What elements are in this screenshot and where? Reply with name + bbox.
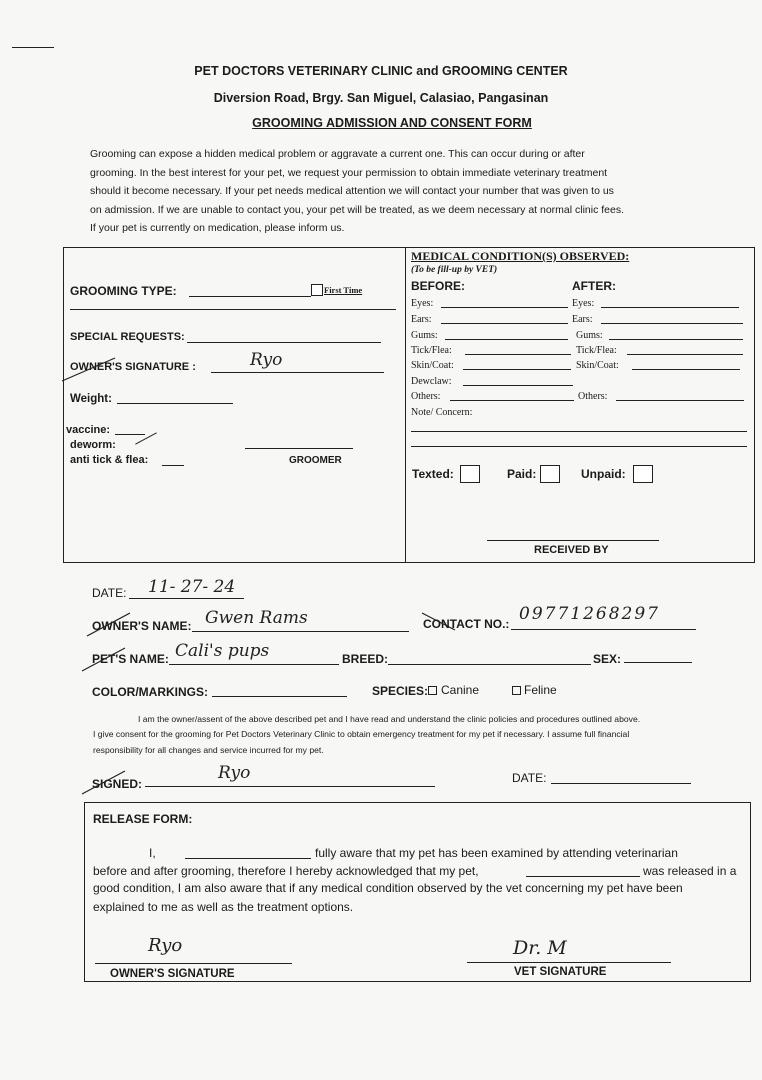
after-others-label: Others: bbox=[578, 391, 608, 402]
before-skincoat-field[interactable] bbox=[463, 369, 571, 370]
color-markings-field[interactable] bbox=[212, 696, 347, 697]
species-label: SPECIES: bbox=[372, 684, 429, 698]
groomer-label: GROOMER bbox=[289, 455, 342, 466]
feline-checkbox[interactable] bbox=[512, 686, 521, 695]
before-others-label: Others: bbox=[411, 391, 441, 402]
intro-line: If your pet is currently on medication, please inform us. bbox=[90, 222, 345, 234]
release-text: good condition, I am also aware that if any medical condition observed by the vet concerning my pet have been bbox=[93, 881, 683, 895]
before-dewclaw-field[interactable] bbox=[463, 385, 573, 386]
owner-signature-field[interactable] bbox=[211, 372, 384, 373]
release-text: before and after grooming, therefore I hereby acknowledged that my pet, bbox=[93, 864, 479, 878]
anti-tick-flea-label: anti tick & flea: bbox=[70, 454, 149, 466]
form-title: GROOMING ADMISSION AND CONSENT FORM bbox=[252, 116, 532, 130]
before-eyes-label: Eyes: bbox=[411, 298, 434, 309]
pet-name-value: Cali's pups bbox=[175, 641, 270, 661]
after-skincoat-field[interactable] bbox=[632, 369, 740, 370]
release-text: fully aware that my pet has been examined by attending veterinarian bbox=[315, 846, 678, 860]
pen-strike-mark bbox=[80, 645, 130, 675]
unpaid-label: Unpaid: bbox=[581, 467, 626, 481]
anti-tick-flea-field[interactable] bbox=[162, 465, 184, 466]
medical-condition-subtitle: (To be fill-up by VET) bbox=[411, 265, 498, 275]
clinic-address: Diversion Road, Brgy. San Miguel, Calasiao, Pangasinan bbox=[213, 91, 549, 105]
color-markings-label: COLOR/MARKINGS: bbox=[92, 685, 208, 699]
after-gums-field[interactable] bbox=[609, 339, 743, 340]
after-gums-label: Gums: bbox=[576, 330, 603, 341]
consent-line: I give consent for the grooming for Pet Doctors Veterinary Clinic to obtain emergency treatment for my pet if necessary. I assume full financial bbox=[93, 729, 630, 739]
release-owner-signature-line[interactable] bbox=[95, 963, 292, 964]
consent-date-field[interactable] bbox=[551, 783, 691, 784]
owner-signature-scribble: Ryo bbox=[250, 350, 283, 370]
weight-label: Weight: bbox=[70, 393, 112, 405]
groomer-signature-line[interactable] bbox=[245, 448, 353, 449]
first-time-checkbox[interactable] bbox=[311, 284, 323, 296]
consent-line: responsibility for all changes and service incurred for my pet. bbox=[93, 745, 324, 755]
special-requests-label: SPECIAL REQUESTS: bbox=[70, 331, 185, 343]
unpaid-checkbox[interactable] bbox=[633, 465, 653, 483]
before-gums-label: Gums: bbox=[411, 330, 438, 341]
breed-field[interactable] bbox=[388, 664, 591, 665]
first-time-label: First Time bbox=[324, 285, 363, 295]
medical-condition-title: MEDICAL CONDITION(S) OBSERVED: bbox=[411, 249, 630, 263]
paid-checkbox[interactable] bbox=[540, 465, 560, 483]
scan-mark bbox=[12, 47, 54, 48]
before-ears-field[interactable] bbox=[441, 323, 568, 324]
grooming-type-field[interactable] bbox=[189, 296, 311, 297]
clinic-name: PET DOCTORS VETERINARY CLINIC and GROOMING CENTER bbox=[194, 64, 568, 78]
pen-strike-mark bbox=[85, 610, 135, 640]
signed-scribble: Ryo bbox=[218, 763, 251, 783]
after-ears-field[interactable] bbox=[601, 323, 743, 324]
after-ears-label: Ears: bbox=[572, 314, 593, 325]
date-label: DATE: bbox=[92, 586, 127, 600]
contact-field[interactable] bbox=[511, 629, 696, 630]
release-form-title: RELEASE FORM: bbox=[93, 812, 193, 826]
received-by-line[interactable] bbox=[487, 540, 659, 541]
received-by-label: RECEIVED BY bbox=[534, 544, 609, 556]
pen-strike-mark bbox=[420, 610, 460, 635]
vet-signature: Dr. M bbox=[513, 937, 567, 959]
intro-line: on admission. If we are unable to contact you, your pet will be treated, as we deem necessary at normal clinic fees. bbox=[90, 203, 625, 216]
intro-line: should it become necessary. If your pet needs medical attention we will contact your number that was given to us bbox=[90, 185, 614, 197]
release-owner-signature: Ryo bbox=[148, 935, 183, 956]
after-eyes-field[interactable] bbox=[601, 307, 739, 308]
after-tickflea-label: Tick/Flea: bbox=[576, 345, 617, 356]
before-skincoat-label: Skin/Coat: bbox=[411, 360, 454, 371]
after-skincoat-label: Skin/Coat: bbox=[576, 360, 619, 371]
before-tickflea-label: Tick/Flea: bbox=[411, 345, 452, 356]
date-field[interactable] bbox=[129, 598, 244, 599]
after-tickflea-field[interactable] bbox=[627, 354, 743, 355]
vaccine-label: vaccine: bbox=[66, 424, 111, 436]
signed-field[interactable] bbox=[145, 786, 435, 787]
pet-name-label: PET'S NAME: bbox=[92, 652, 169, 666]
before-others-field[interactable] bbox=[450, 400, 574, 401]
after-others-field[interactable] bbox=[616, 400, 744, 401]
canine-checkbox[interactable] bbox=[428, 686, 437, 695]
after-label: AFTER: bbox=[572, 279, 616, 293]
deworm-label: deworm: bbox=[70, 439, 116, 451]
owner-signature-label: OWNER'S SIGNATURE : bbox=[70, 361, 196, 373]
note-concern-label: Note/ Concern: bbox=[411, 407, 473, 418]
vet-signature-line[interactable] bbox=[467, 962, 671, 963]
release-pet-field[interactable] bbox=[526, 876, 640, 877]
before-dewclaw-label: Dewclaw: bbox=[411, 376, 452, 387]
owner-name-label: OWNER'S NAME: bbox=[92, 619, 192, 633]
owner-name-value: Gwen Rams bbox=[205, 608, 308, 628]
intro-line: Grooming can expose a hidden medical problem or aggravate a current one. This can occur during or after bbox=[90, 148, 585, 160]
release-text: explained to me as well as the treatment options. bbox=[93, 900, 354, 914]
pet-name-field[interactable] bbox=[169, 664, 339, 665]
sex-label: SEX: bbox=[593, 652, 622, 666]
note-concern-line[interactable] bbox=[411, 446, 747, 447]
special-requests-field[interactable] bbox=[187, 342, 381, 343]
note-concern-line[interactable] bbox=[411, 431, 747, 432]
panel-divider bbox=[405, 248, 406, 562]
weight-field[interactable] bbox=[117, 403, 233, 404]
date-value: 11- 27- 24 bbox=[148, 577, 236, 597]
vaccine-field[interactable] bbox=[115, 434, 145, 435]
intro-paragraph bbox=[90, 145, 710, 238]
vet-signature-caption: VET SIGNATURE bbox=[514, 966, 607, 978]
paid-label: Paid: bbox=[507, 467, 537, 481]
canine-label: Canine bbox=[441, 683, 480, 697]
contact-label: CONTACT NO.: bbox=[423, 617, 510, 631]
owner-name-field[interactable] bbox=[192, 631, 409, 632]
consent-date-label: DATE: bbox=[512, 771, 547, 785]
before-eyes-field[interactable] bbox=[441, 307, 568, 308]
after-eyes-label: Eyes: bbox=[572, 298, 595, 309]
owner-signature-caption: OWNER'S SIGNATURE bbox=[110, 968, 235, 980]
before-tickflea-field[interactable] bbox=[465, 354, 571, 355]
grooming-type-extra-line[interactable] bbox=[70, 309, 396, 310]
grooming-type-label: GROOMING TYPE: bbox=[70, 284, 177, 298]
pen-strike-mark bbox=[80, 768, 130, 798]
before-ears-label: Ears: bbox=[411, 314, 432, 325]
texted-checkbox[interactable] bbox=[460, 465, 480, 483]
release-text: was released in a bbox=[643, 864, 737, 878]
release-i-label: I, bbox=[149, 846, 156, 860]
before-gums-field[interactable] bbox=[445, 339, 568, 340]
pen-strike-mark bbox=[60, 355, 120, 385]
intro-line: grooming. In the best interest for your pet, we request your permission to obtain immediate veterinary treatment bbox=[90, 166, 608, 179]
release-name-field[interactable] bbox=[185, 858, 311, 859]
contact-value: 09771268297 bbox=[519, 604, 660, 624]
feline-label: Feline bbox=[524, 683, 557, 697]
before-label: BEFORE: bbox=[411, 279, 465, 293]
texted-label: Texted: bbox=[412, 467, 454, 481]
sex-field[interactable] bbox=[624, 662, 692, 663]
breed-label: BREED: bbox=[342, 652, 389, 666]
consent-line: I am the owner/assent of the above described pet and I have read and understand the clinic policies and procedures outlined above. bbox=[138, 714, 641, 724]
signed-label: SIGNED: bbox=[92, 777, 143, 791]
